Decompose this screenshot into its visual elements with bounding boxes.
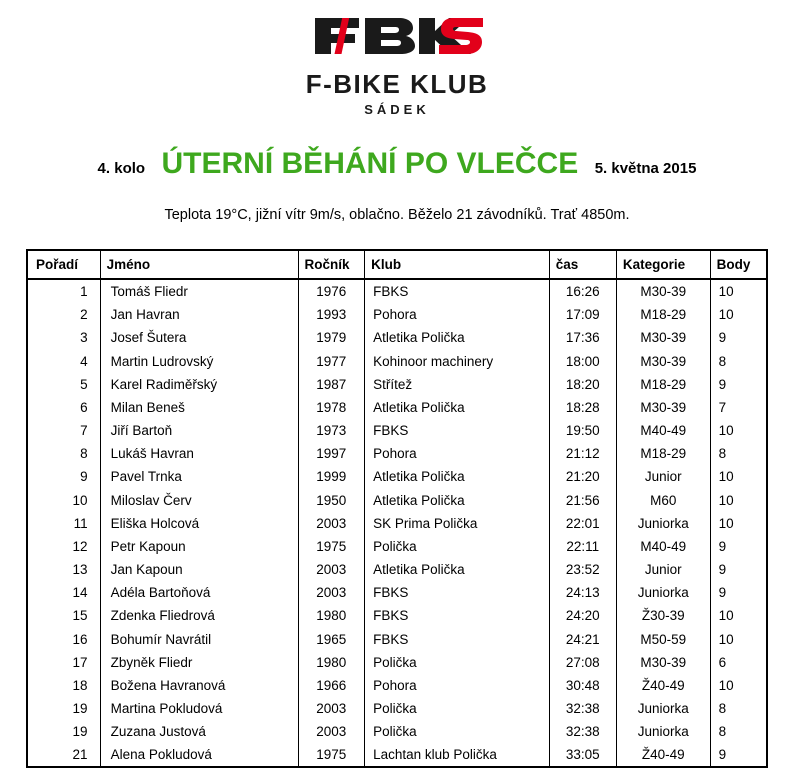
fbks-logo-icon <box>307 14 487 58</box>
result-rank: 17 <box>28 651 100 674</box>
result-time: 33:05 <box>549 743 616 766</box>
result-category: M30-39 <box>616 396 710 419</box>
result-time: 32:38 <box>549 720 616 743</box>
result-category: M18-29 <box>616 303 710 326</box>
column-header-cas: čas <box>549 251 616 279</box>
result-club: Atletika Polička <box>365 465 550 488</box>
result-points: 10 <box>718 631 734 647</box>
result-club: FBKS <box>365 581 550 604</box>
table-row <box>28 674 766 697</box>
result-rank: 2 <box>28 303 100 326</box>
club-location: SÁDEK <box>364 102 430 117</box>
result-time: 19:50 <box>549 419 616 442</box>
result-points: 10 <box>718 608 734 624</box>
result-name: Eliška Holcová <box>100 512 298 535</box>
result-name: Karel Radiměřský <box>100 373 298 396</box>
result-year: 1976 <box>298 279 365 303</box>
column-header-poradi: Pořadí <box>28 251 100 279</box>
result-name: Alena Pokludová <box>100 743 298 766</box>
result-club: Polička <box>365 697 550 720</box>
result-year: 1965 <box>298 628 365 651</box>
club-logo-block <box>0 0 794 117</box>
table-row <box>28 697 766 720</box>
result-category: M40-49 <box>616 419 710 442</box>
result-points: 10 <box>718 492 734 508</box>
result-year: 1993 <box>298 303 365 326</box>
result-points: 10 <box>718 469 734 485</box>
result-category: Junior <box>616 558 710 581</box>
table-row <box>28 442 766 465</box>
result-points: 8 <box>718 446 727 462</box>
result-name: Milan Beneš <box>100 396 298 419</box>
result-time: 16:26 <box>549 279 616 303</box>
table-row <box>28 303 766 326</box>
result-rank: 15 <box>28 604 100 627</box>
result-year: 1975 <box>298 743 365 766</box>
result-club: Polička <box>365 535 550 558</box>
result-rank: 4 <box>28 350 100 373</box>
result-name: Pavel Trnka <box>100 465 298 488</box>
table-row <box>28 279 766 303</box>
result-club: Atletika Polička <box>365 396 550 419</box>
result-points: 6 <box>718 654 727 670</box>
result-club: FBKS <box>365 419 550 442</box>
result-points: 10 <box>718 423 734 439</box>
result-category: Juniorka <box>616 512 710 535</box>
result-points: 10 <box>718 515 734 531</box>
result-rank: 3 <box>28 326 100 349</box>
result-time: 21:20 <box>549 465 616 488</box>
column-header-body: Body <box>710 251 766 279</box>
result-name: Petr Kapoun <box>100 535 298 558</box>
result-category: Ž40-49 <box>616 674 710 697</box>
result-time: 22:01 <box>549 512 616 535</box>
result-name: Lukáš Havran <box>100 442 298 465</box>
result-time: 18:28 <box>549 396 616 419</box>
result-time: 18:00 <box>549 350 616 373</box>
result-category: Juniorka <box>616 697 710 720</box>
result-club: Pohora <box>365 674 550 697</box>
result-category: M30-39 <box>616 279 710 303</box>
result-year: 1979 <box>298 326 365 349</box>
result-rank: 19 <box>28 697 100 720</box>
result-rank: 7 <box>28 419 100 442</box>
result-category: M50-59 <box>616 628 710 651</box>
result-club: Polička <box>365 651 550 674</box>
event-round: 4. kolo <box>97 160 146 177</box>
result-club: Pohora <box>365 442 550 465</box>
result-year: 2003 <box>298 512 365 535</box>
race-conditions: Teplota 19°C, jižní vítr 9m/s, oblačno. Běželo 21 závodníků. Trať 4850m. <box>164 207 630 223</box>
table-row <box>28 604 766 627</box>
table-row <box>28 581 766 604</box>
result-rank: 12 <box>28 535 100 558</box>
results-table <box>28 251 766 766</box>
result-club: Kohinoor machinery <box>365 350 550 373</box>
table-row <box>28 373 766 396</box>
result-time: 32:38 <box>549 697 616 720</box>
result-club: Atletika Polička <box>365 558 550 581</box>
table-row <box>28 628 766 651</box>
result-points: 9 <box>718 376 727 392</box>
result-rank: 21 <box>28 743 100 766</box>
result-time: 24:13 <box>549 581 616 604</box>
result-year: 1966 <box>298 674 365 697</box>
result-name: Zuzana Justová <box>100 720 298 743</box>
result-category: Ž30-39 <box>616 604 710 627</box>
result-year: 1975 <box>298 535 365 558</box>
table-row <box>28 535 766 558</box>
result-year: 1980 <box>298 604 365 627</box>
table-row <box>28 720 766 743</box>
table-row <box>28 489 766 512</box>
result-rank: 14 <box>28 581 100 604</box>
result-year: 1999 <box>298 465 365 488</box>
result-club: FBKS <box>365 628 550 651</box>
result-rank: 5 <box>28 373 100 396</box>
results-table-head <box>28 251 766 279</box>
result-time: 30:48 <box>549 674 616 697</box>
result-category: M18-29 <box>616 442 710 465</box>
result-rank: 16 <box>28 628 100 651</box>
page-title: ÚTERNÍ BĚHÁNÍ PO VLEČCE <box>161 147 579 180</box>
result-points: 8 <box>718 724 727 740</box>
result-time: 17:09 <box>549 303 616 326</box>
result-points: 9 <box>718 585 727 601</box>
result-year: 2003 <box>298 720 365 743</box>
table-row <box>28 465 766 488</box>
event-date: 5. května 2015 <box>594 160 697 177</box>
result-rank: 13 <box>28 558 100 581</box>
column-header-rocnik: Ročník <box>298 251 365 279</box>
result-name: Adéla Bartoňová <box>100 581 298 604</box>
result-points: 10 <box>718 677 734 693</box>
result-year: 1987 <box>298 373 365 396</box>
result-name: Martina Pokludová <box>100 697 298 720</box>
result-points: 7 <box>718 399 727 415</box>
result-points: 10 <box>718 284 734 300</box>
result-club: FBKS <box>365 604 550 627</box>
result-name: Jan Kapoun <box>100 558 298 581</box>
column-header-kategorie: Kategorie <box>616 251 710 279</box>
result-name: Jan Havran <box>100 303 298 326</box>
event-title-row <box>0 147 794 181</box>
result-time: 23:52 <box>549 558 616 581</box>
result-rank: 19 <box>28 720 100 743</box>
result-points: 10 <box>718 307 734 323</box>
result-rank: 8 <box>28 442 100 465</box>
result-points: 9 <box>718 747 727 763</box>
result-name: Martin Ludrovský <box>100 350 298 373</box>
result-name: Tomáš Fliedr <box>100 279 298 303</box>
result-rank: 10 <box>28 489 100 512</box>
result-points: 8 <box>718 353 727 369</box>
result-year: 1997 <box>298 442 365 465</box>
result-category: Juniorka <box>616 720 710 743</box>
table-header-row <box>28 251 766 279</box>
result-category: M18-29 <box>616 373 710 396</box>
result-category: M60 <box>616 489 710 512</box>
table-row <box>28 396 766 419</box>
result-name: Jiří Bartoň <box>100 419 298 442</box>
result-name: Josef Šutera <box>100 326 298 349</box>
result-name: Božena Havranová <box>100 674 298 697</box>
result-name: Zbyněk Fliedr <box>100 651 298 674</box>
result-club: Střítež <box>365 373 550 396</box>
table-row <box>28 326 766 349</box>
result-time: 22:11 <box>549 535 616 558</box>
result-rank: 11 <box>28 512 100 535</box>
result-rank: 1 <box>28 279 100 303</box>
result-club: Pohora <box>365 303 550 326</box>
result-category: Juniorka <box>616 581 710 604</box>
result-club: Polička <box>365 720 550 743</box>
result-time: 18:20 <box>549 373 616 396</box>
result-time: 21:56 <box>549 489 616 512</box>
result-year: 1973 <box>298 419 365 442</box>
column-header-klub: Klub <box>365 251 550 279</box>
result-points: 9 <box>718 562 727 578</box>
result-club: FBKS <box>365 279 550 303</box>
result-year: 1980 <box>298 651 365 674</box>
result-rank: 18 <box>28 674 100 697</box>
table-row <box>28 350 766 373</box>
result-category: M30-39 <box>616 326 710 349</box>
result-category: Ž40-49 <box>616 743 710 766</box>
result-year: 2003 <box>298 697 365 720</box>
result-time: 21:12 <box>549 442 616 465</box>
table-row <box>28 651 766 674</box>
result-time: 24:20 <box>549 604 616 627</box>
table-row <box>28 512 766 535</box>
result-category: M40-49 <box>616 535 710 558</box>
result-club: Lachtan klub Polička <box>365 743 550 766</box>
results-table-wrapper <box>26 249 768 768</box>
result-club: Atletika Polička <box>365 326 550 349</box>
result-time: 27:08 <box>549 651 616 674</box>
result-name: Zdenka Fliedrová <box>100 604 298 627</box>
result-year: 1950 <box>298 489 365 512</box>
result-time: 17:36 <box>549 326 616 349</box>
table-row <box>28 419 766 442</box>
result-year: 1977 <box>298 350 365 373</box>
club-name: F-BIKE KLUB <box>305 69 489 99</box>
result-points: 9 <box>718 538 727 554</box>
result-club: Atletika Polička <box>365 489 550 512</box>
result-rank: 6 <box>28 396 100 419</box>
column-header-jmeno: Jméno <box>100 251 298 279</box>
result-year: 2003 <box>298 581 365 604</box>
result-year: 2003 <box>298 558 365 581</box>
result-rank: 9 <box>28 465 100 488</box>
result-category: Junior <box>616 465 710 488</box>
result-name: Miloslav Červ <box>100 489 298 512</box>
table-row <box>28 558 766 581</box>
result-club: SK Prima Polička <box>365 512 550 535</box>
result-points: 8 <box>718 700 727 716</box>
results-table-body <box>28 279 766 766</box>
result-name: Bohumír Navrátil <box>100 628 298 651</box>
result-time: 24:21 <box>549 628 616 651</box>
result-points: 9 <box>718 330 727 346</box>
result-category: M30-39 <box>616 651 710 674</box>
result-year: 1978 <box>298 396 365 419</box>
result-category: M30-39 <box>616 350 710 373</box>
